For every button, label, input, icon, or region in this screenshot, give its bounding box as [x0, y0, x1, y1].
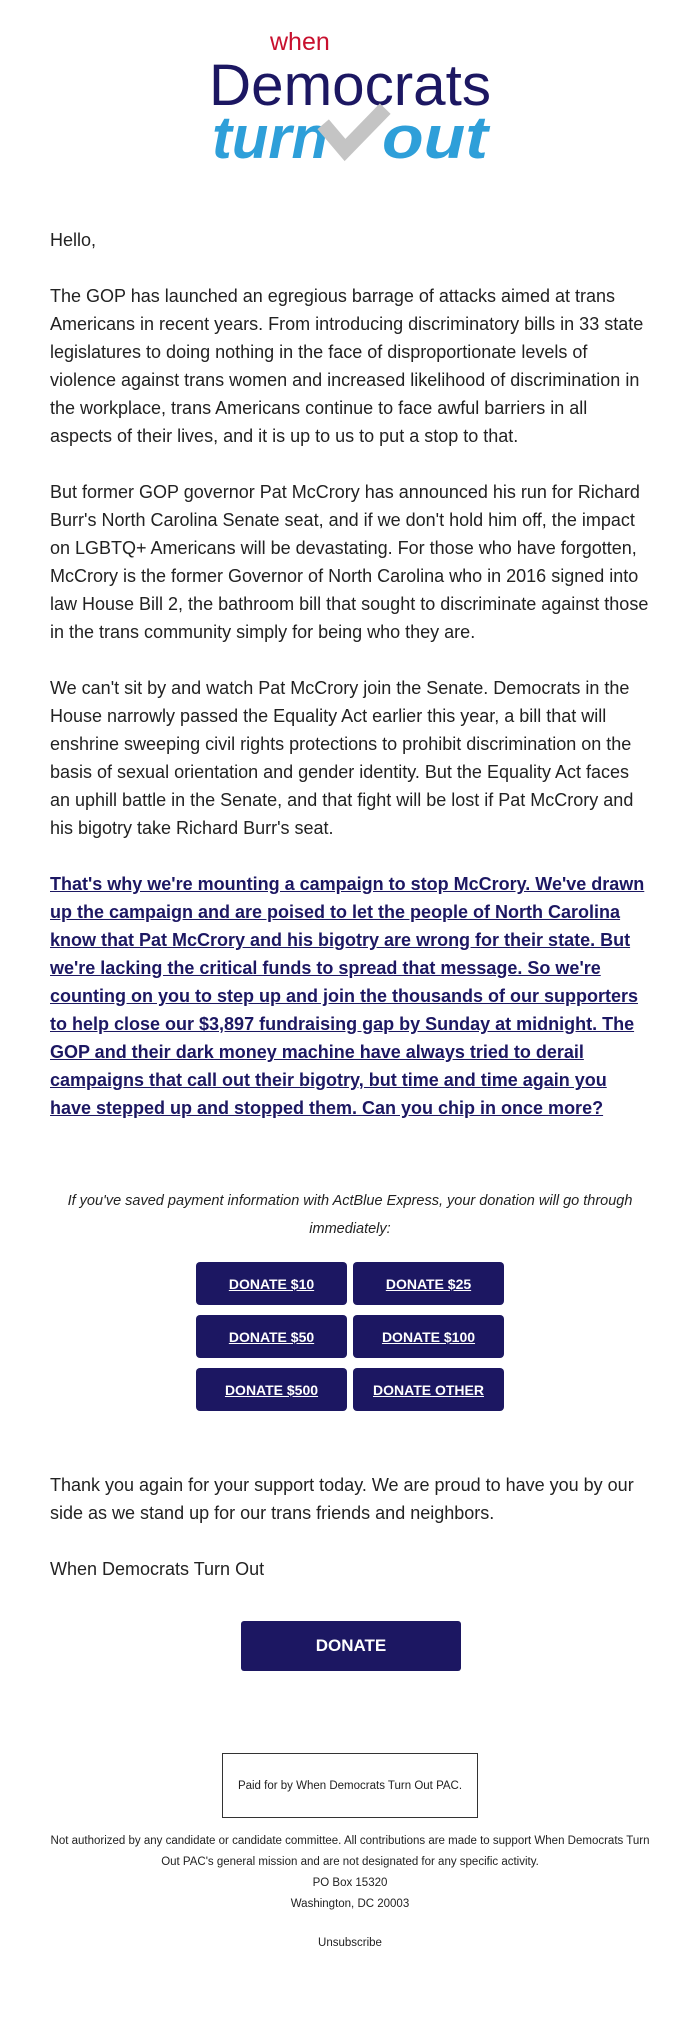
email-body [50, 226, 650, 1122]
logo-democrats-text: Democrats [209, 53, 491, 118]
paid-for-text: Paid for by When Democrats Turn Out PAC. [237, 1779, 463, 1792]
cta-donation-link[interactable]: That's why we're mounting a campaign to stop McCrory. We've drawn up the campaign and are poised to let the people of North Carolina know that Pat McCrory and his bigotry are wrong for their state. But we're lacking the critical funds to spread that message. So we're counting on you to step up and join the thousands of our supporters to help close our $3,897 fundraising gap by Sunday at midnight. The GOP and their dark money machine have always tried to derail campaigns that call out their bigotry, but time and time again you have stepped up and stopped them. Can you chip in once more? [50, 874, 645, 1118]
closing-section [50, 1471, 650, 1611]
paragraph-mccrory-run: But former GOP governor Pat McCrory has announced his run for Richard Burr's North Carolina Senate seat, and if we don't hold him off, the impact on LGBTQ+ Americans will be devastating. For those who have forgotten, McCrory is the former Governor of North Carolina who in 2016 signed into law House Bill 2, the bathroom bill that sought to discriminate against those in the trans community simply for being who they are. [50, 482, 649, 642]
footer-disclaimer [50, 1831, 650, 1915]
paid-for-box [222, 1753, 478, 1818]
checkmark-icon [328, 114, 380, 150]
donate-other-button[interactable]: DONATE OTHER [353, 1368, 504, 1411]
donate-50-button[interactable]: DONATE $50 [196, 1315, 347, 1358]
donate-10-button[interactable]: DONATE $10 [196, 1262, 347, 1305]
address-city: Washington, DC 20003 [290, 1898, 410, 1910]
address-po-box: PO Box 15320 [312, 1877, 388, 1889]
paragraph-gop-attacks: The GOP has launched an egregious barrage of attacks aimed at trans Americans in recent years. From introducing discriminatory bills in 33 state legislatures to doing nothing in the face of disproportionate levels of violence against trans women and increased likelihood of discrimination in the workplace, trans Americans continue to face awful barriers in all aspects of their lives, and it is up to us to put a stop to that. [50, 286, 644, 446]
paragraph-equality-act: We can't sit by and watch Pat McCrory join the Senate. Democrats in the House narrowly passed the Equality Act earlier this year, a bill that will enshrine sweeping civil rights protections to prohibit discrimination on the basis of sexual orientation and gender identity. But the Equality Act faces an uphill battle in the Senate, and that fight will be lost if Pat McCrory and his bigotry take Richard Burr's seat. [50, 678, 634, 838]
donate-25-button[interactable]: DONATE $25 [353, 1262, 504, 1305]
main-donate-button[interactable]: DONATE [241, 1621, 461, 1671]
logo-when-text: when [270, 28, 330, 56]
logo-out-text: out [382, 104, 492, 168]
donate-100-button[interactable]: DONATE $100 [353, 1315, 504, 1358]
greeting: Hello, [50, 230, 97, 250]
closing-text: Thank you again for your support today. We are proud to have you by our side as we stand up for our trans friends and neighbors. [50, 1475, 634, 1523]
donate-500-button[interactable]: DONATE $500 [196, 1368, 347, 1411]
logo-turn-text: turn [212, 104, 328, 168]
when-democrats-turn-out-logo [0, 28, 700, 168]
actblue-express-note: If you've saved payment information with ActBlue Express, your donation will go through immediately: [67, 1193, 633, 1237]
signature: When Democrats Turn Out [50, 1559, 265, 1579]
unsubscribe-link[interactable]: Unsubscribe [318, 1937, 382, 1949]
logo-graphic [200, 28, 500, 168]
disclaimer-text: Not authorized by any candidate or candidate committee. All contributions are made to support When Democrats Turn Out PAC's general mission and are not designated for any specific activity. [50, 1835, 650, 1868]
